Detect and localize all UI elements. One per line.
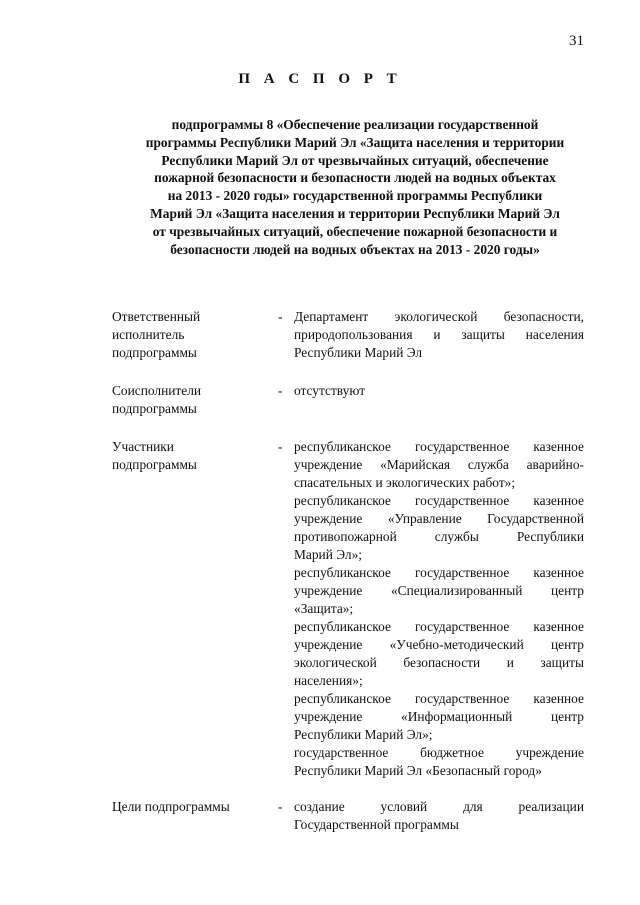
row-value xyxy=(294,438,584,780)
row-value-line: экологической безопасности и защиты xyxy=(294,655,584,670)
row-dash: - xyxy=(278,439,283,454)
subtitle-line: Марий Эл «Защита населения и территории Республики Марий Эл xyxy=(150,205,560,221)
row-value-line: республиканское государственное казенное xyxy=(294,691,584,706)
subtitle-line: на 2013 - 2020 годы» государственной программы Республики xyxy=(167,188,543,204)
row-value-line: республиканское государственное казенное xyxy=(294,619,584,634)
document-subtitle xyxy=(120,116,590,258)
passport-row xyxy=(112,308,584,362)
row-label xyxy=(112,798,278,834)
row-label xyxy=(112,382,278,418)
row-value-line: природопользования и защиты населения xyxy=(294,327,584,342)
row-value-line: Республики Марий Эл»; xyxy=(294,727,433,742)
subtitle-line: Республики Марий Эл от чрезвычайных ситуаций, обеспечение xyxy=(161,152,549,168)
row-value-line: республиканское государственное казенное xyxy=(294,565,584,580)
row-value-line: учреждение «Марийская служба аварийно- xyxy=(294,457,584,472)
row-label xyxy=(112,308,278,362)
row-value-line: спасательных и экологических работ»; xyxy=(294,475,516,490)
row-label-line: подпрограммы xyxy=(112,345,197,360)
subtitle-line: пожарной безопасности и безопасности людей на водных объектах xyxy=(154,170,556,186)
row-value-line: государственное бюджетное учреждение xyxy=(294,745,584,760)
row-value-line: учреждение «Учебно-методический центр xyxy=(294,637,584,652)
row-value-line: Республики Марий Эл «Безопасный город» xyxy=(294,763,542,778)
subtitle-line: подпрограммы 8 «Обеспечение реализации государственной xyxy=(171,117,539,132)
row-label-line: Участники xyxy=(112,439,174,454)
row-value-line: населения»; xyxy=(294,673,363,688)
row-value-line: отсутствуют xyxy=(294,383,366,398)
row-dash: - xyxy=(278,309,283,324)
row-value-line: Департамент экологической безопасности, xyxy=(294,309,584,324)
row-value-line: республиканское государственное казенное xyxy=(294,493,584,508)
row-value-line: Республики Марий Эл xyxy=(294,345,423,360)
row-label-line: Цели подпрограммы xyxy=(112,799,230,814)
row-label-line: исполнитель xyxy=(112,327,185,342)
row-value-line: противопожарной службы Республики xyxy=(294,529,584,544)
passport-row xyxy=(112,382,584,418)
subtitle-line: программы Республики Марий Эл «Защита населения и территории xyxy=(145,134,565,150)
subtitle-line: от чрезвычайных ситуаций, обеспечение пожарной безопасности и xyxy=(152,223,558,239)
row-value-line: учреждение «Управление Государственной xyxy=(294,511,584,526)
row-value-line: учреждение «Специализированный центр xyxy=(294,583,584,598)
row-value-line: Марий Эл»; xyxy=(294,547,362,562)
row-value xyxy=(294,308,584,362)
row-label-line: Соисполнители xyxy=(112,383,202,398)
row-value-line: республиканское государственное казенное xyxy=(294,439,584,454)
row-value xyxy=(294,382,584,418)
passport-table xyxy=(112,308,584,834)
row-value xyxy=(294,798,584,834)
row-value-line: создание условий для реализации xyxy=(294,799,584,814)
row-dash: - xyxy=(278,383,283,398)
row-label-line: подпрограммы xyxy=(112,401,197,416)
row-label-line: подпрограммы xyxy=(112,457,197,472)
document-title: П А С П О Р Т xyxy=(238,71,402,87)
row-value-line: Государственной программы xyxy=(294,817,459,832)
row-label-line: Ответственный xyxy=(112,309,201,324)
passport-row xyxy=(112,798,584,834)
passport-row xyxy=(112,438,584,780)
row-value-line: учреждение «Информационный центр xyxy=(294,709,584,724)
row-dash: - xyxy=(278,799,283,814)
subtitle-line: безопасности людей на водных объектах на 2013 - 2020 годы» xyxy=(170,241,540,257)
row-label xyxy=(112,438,278,780)
page-number: 31 xyxy=(569,33,584,49)
row-value-line: «Защита»; xyxy=(294,601,354,616)
